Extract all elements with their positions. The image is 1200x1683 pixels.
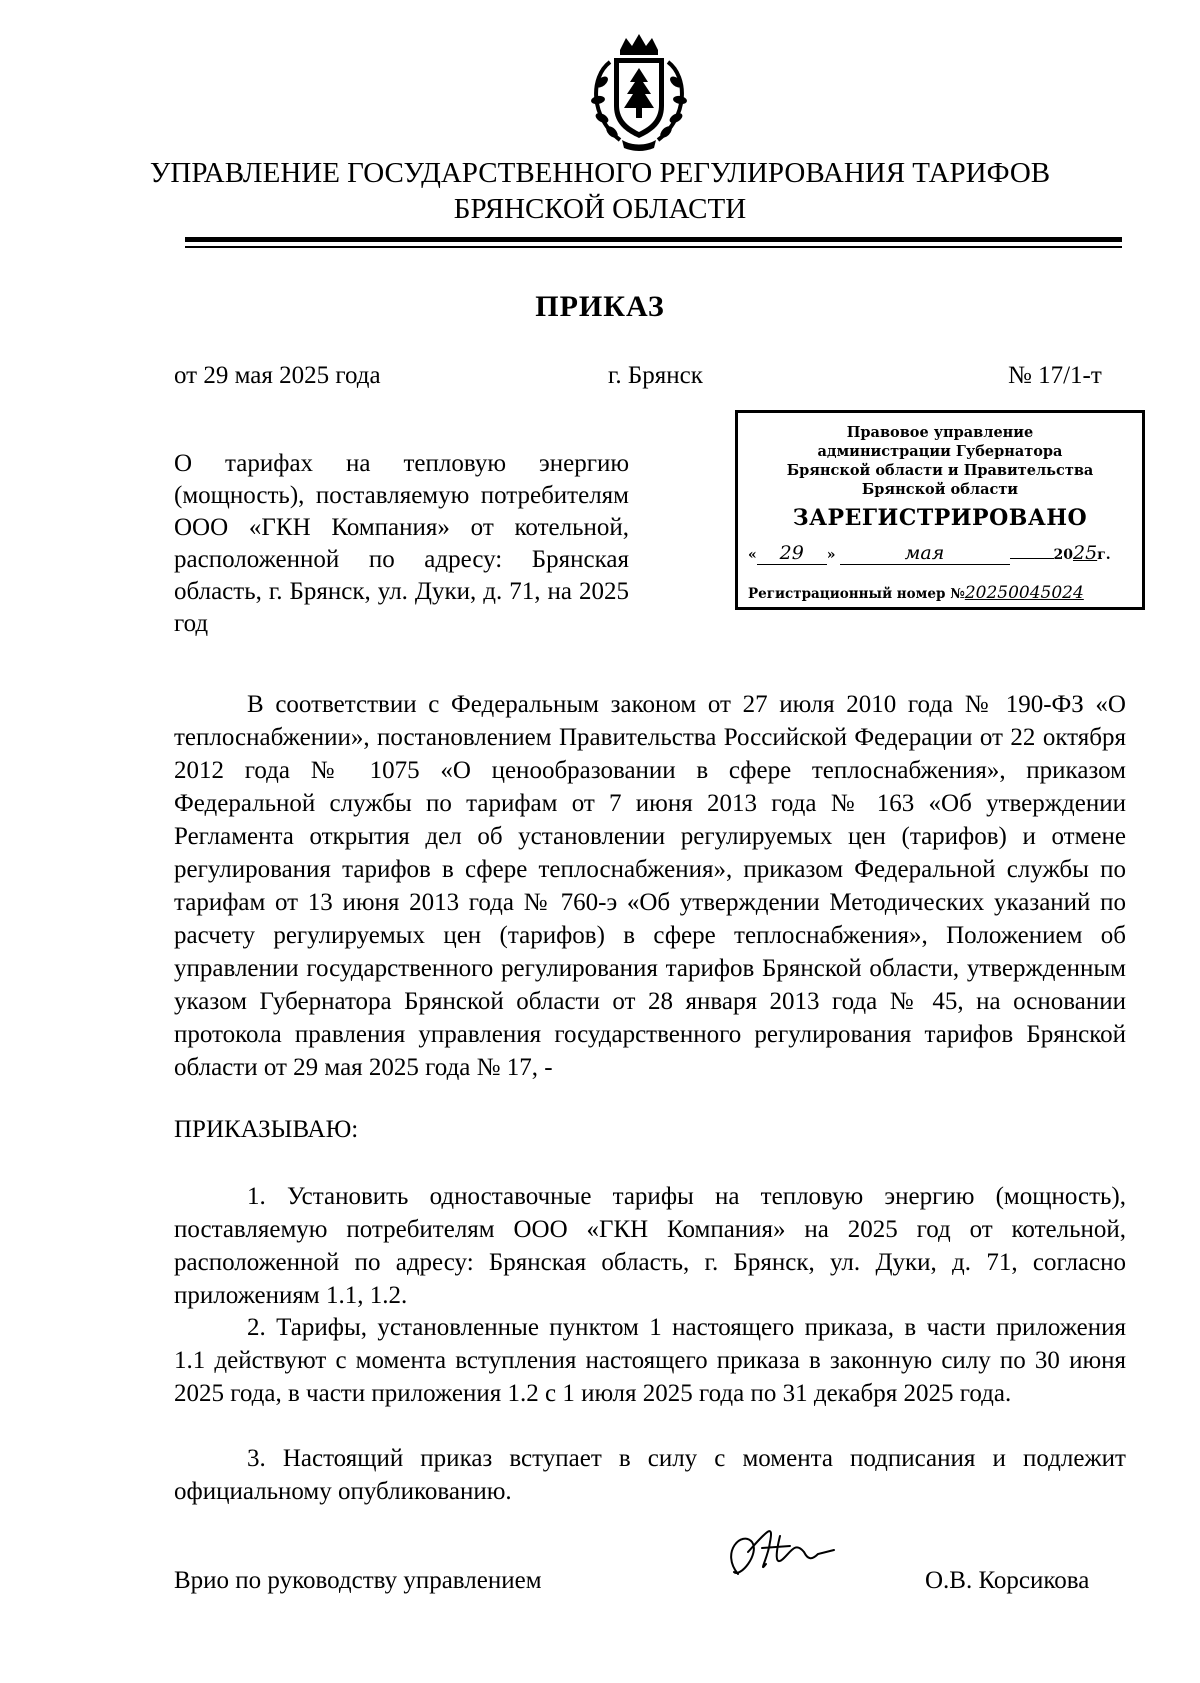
agency-name (0, 155, 1200, 227)
stamp-day: 29 (757, 542, 827, 565)
document-subject: О тарифах на тепловую энергию (мощность), поставляемую потребителям ООО «ГКН Компания» от котельной, расположенной по адресу: Брянская область, г. Брянск, ул. Дуки, д. 71, на 2025 год (174, 450, 629, 637)
stamp-year-suffix: 25 (1072, 542, 1098, 564)
document-date: от 29 мая 2025 года (174, 362, 381, 389)
document-number: № 17/1-т (1008, 362, 1102, 389)
order-word: ПРИКАЗЫВАЮ: (174, 1116, 359, 1143)
order-item-1: 1. Установить одноставочные тарифы на тепловую энергию (мощность), поставляемую потребителям ООО «ГКН Компания» на 2025 год от котельной, расположенной по адресу: Брянская область, г. Брянск, ул. Дуки, д. 71, согласно приложениям 1.1, 1.2. (174, 1183, 1126, 1309)
stamp-reg-label: Регистрационный номер № (748, 586, 965, 602)
registration-stamp (735, 410, 1145, 610)
header-divider-thin (185, 246, 1122, 248)
stamp-year-end: г. (1097, 547, 1111, 563)
stamp-month: мая (840, 542, 1010, 565)
preamble-paragraph: В соответствии с Федеральным законом от 27 июля 2010 года № 190-ФЗ «О теплоснабжении», постановлением Правительства Российской Федерации от 22 октября 2012 года № 1075 «О ценообразовании в сфере теплоснабжения», приказом Федеральной службы по тарифам от 7 июня 2013 года № 163 «Об утверждении Регламента открытия дел об установлении регулируемых цен (тарифов) и отмене регулирования тарифов в сфере теплоснабжения», приказом Федеральной службы по тарифам от 13 июня 2013 года № 760-э «Об утверждении Методических указаний по расчету регулируемых цен (тарифов) в сфере теплоснабжения», Положением об управлении государственного регулирования тарифов Брянской области, утвержденным указом Губернатора Брянской области от 28 января 2013 года № 45, на основании протокола правления управления государственного регулирования тарифов Брянской области от 29 мая 2025 года № 17, - (174, 691, 1126, 1081)
header-divider-thick (185, 237, 1122, 242)
stamp-org-line4: Брянской области (861, 481, 1019, 498)
order-item-2: 2. Тарифы, установленные пунктом 1 настоящего приказа, в части приложения 1.1 действуют с момента вступления настоящего приказа в законную силу по 30 июня 2025 года, в части приложения 1.2 с 1 июля 2025 года по 31 декабря 2025 года. (174, 1314, 1126, 1407)
stamp-org-line2: администрации Губернатора (817, 443, 1063, 460)
agency-name-line1: УПРАВЛЕНИЕ ГОСУДАРСТВЕННОГО РЕГУЛИРОВАНИЯ ТАРИФОВ (149, 157, 1051, 189)
stamp-organization (738, 423, 1142, 499)
signatory-position: Врио по руководству управлением (174, 1567, 542, 1594)
signatory-name: О.В. Корсикова (925, 1567, 1090, 1594)
stamp-reg-number-line (748, 583, 1084, 603)
order-item-3: 3. Настоящий приказ вступает в силу с момента подписания и подлежит официальному опубликованию. (174, 1445, 1126, 1505)
stamp-reg-number: 20250045024 (964, 583, 1084, 603)
stamp-year-prefix: 20 (1053, 547, 1073, 563)
stamp-date-line: « 29 » мая 2025г. (748, 542, 1111, 564)
stamp-org-line3: Брянской области и Правительства (786, 462, 1094, 479)
handwritten-signature (718, 1512, 858, 1592)
document-title: ПРИКАЗ (535, 290, 665, 323)
coat-of-arms-emblem (580, 32, 698, 152)
document-city: г. Брянск (608, 362, 703, 389)
stamp-org-line1: Правовое управление (846, 424, 1034, 441)
stamp-registered-label: ЗАРЕГИСТРИРОВАНО (792, 505, 1088, 531)
agency-name-line2: БРЯНСКОЙ ОБЛАСТИ (453, 193, 747, 225)
